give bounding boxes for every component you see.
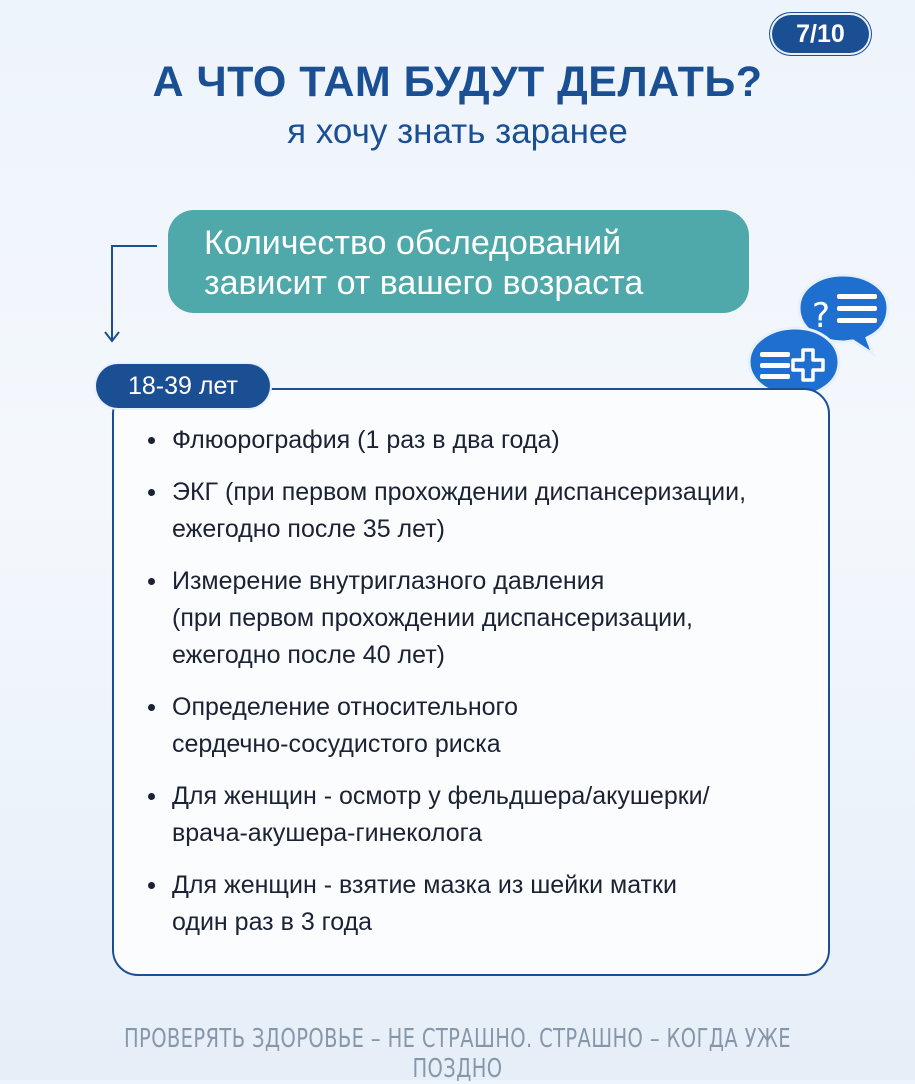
svg-text:?: ?: [812, 296, 831, 336]
page-subtitle: я хочу знать заранее: [287, 112, 628, 151]
age-group-label: 18-39 лет: [96, 364, 270, 408]
list-item: [148, 778, 808, 852]
list-item-text: Измерение внутриглазного давления: [172, 567, 605, 595]
page-counter: 7/10: [772, 15, 869, 53]
list-item: [148, 867, 808, 941]
list-item: [148, 474, 808, 548]
list-item-text: врача-акушера-гинеколога: [172, 819, 483, 847]
exam-list: [148, 422, 808, 956]
page-title: А ЧТО ТАМ БУДУТ ДЕЛАТЬ?: [152, 58, 763, 106]
list-item-text: Для женщин - осмотр у фельдшера/акушерки/: [172, 782, 710, 810]
list-item-text: Флюорография (1 раз в два года): [172, 426, 560, 454]
age-info-banner: [168, 210, 749, 313]
list-item: [148, 422, 808, 459]
banner-line: зависит от вашего возраста: [204, 264, 644, 302]
list-item-text: Для женщин - взятие мазка из шейки матки: [172, 871, 677, 899]
list-item-text: (при первом прохождении диспансеризации,: [172, 604, 693, 632]
list-item-text: один раз в 3 года: [172, 908, 373, 936]
list-item-text: Определение относительного: [172, 693, 519, 721]
list-item-text: сердечно-сосудистого риска: [172, 730, 501, 758]
list-item-text: ежегодно после 40 лет): [172, 641, 445, 669]
banner-line: Количество обследований: [204, 224, 622, 262]
arrow-connector-icon: [95, 238, 175, 353]
list-item: [148, 563, 808, 674]
list-item: [148, 689, 808, 763]
list-item-text: ЭКГ (при первом прохождении диспансеризации,: [172, 478, 747, 506]
list-item-text: ежегодно после 35 лет): [172, 515, 445, 543]
footer-slogan: ПРОВЕРЯТЬ ЗДОРОВЬЕ – НЕ СТРАШНО. СТРАШНО – КОГДА УЖЕ ПОЗДНО: [124, 1024, 791, 1084]
